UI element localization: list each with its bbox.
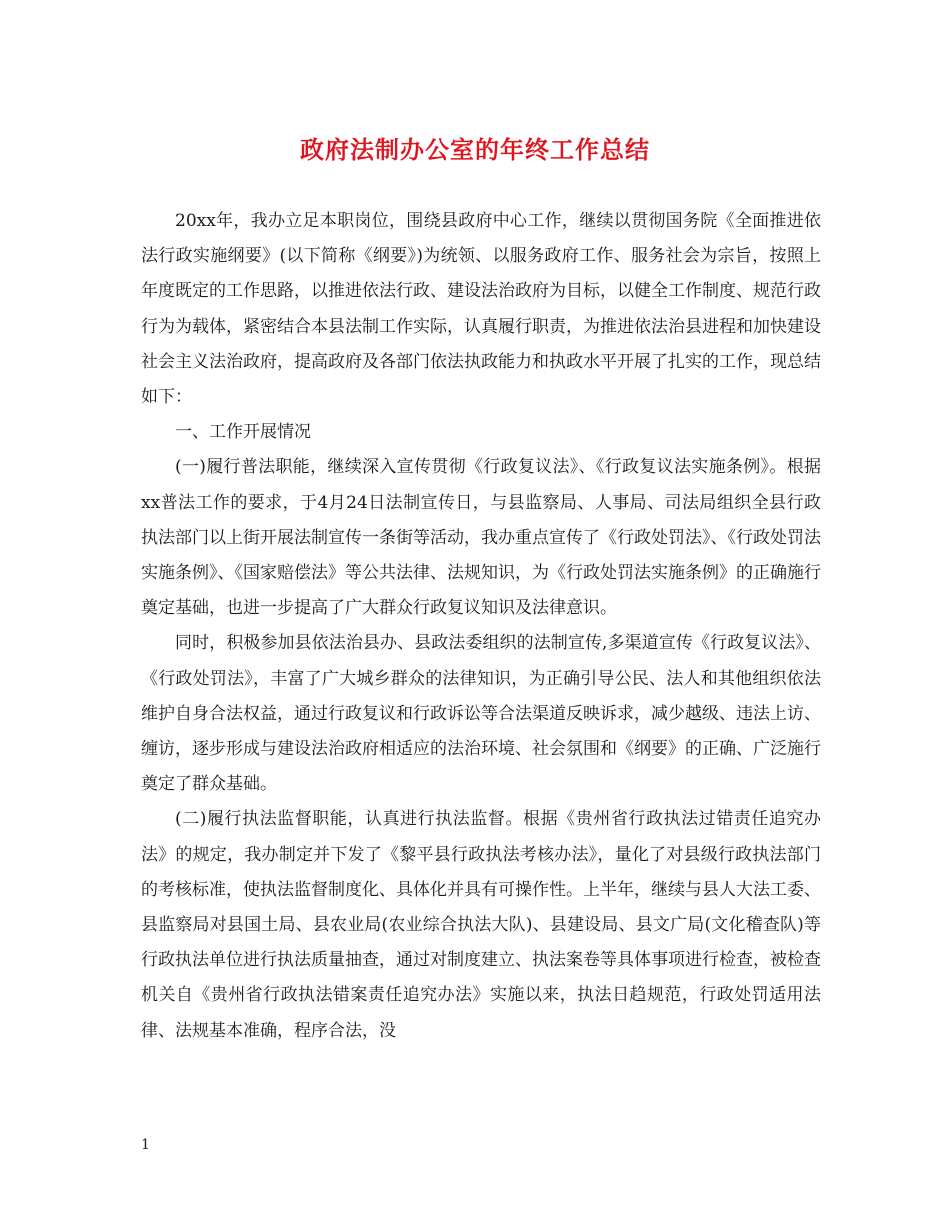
paragraph-intro: 20xx年，我办立足本职岗位，围绕县政府中心工作，继续以贯彻国务院《全面推进依法行政实施纲要》(以下简称《纲要》)为统领、以服务政府工作、服务社会为宗旨，按照上年度既定的工作思路，以推进依法行政、建设法治政府为目标，以健全工作制度、规范行政行为为载体，紧密结合本县法制工作实际，认真履行职责，为推进依法治县进程和加快建设社会主义法治政府，提高政府及各部门依法执政能力和执政水平开展了扎实的工作，现总结如下：: [141, 211, 821, 408]
paragraph-meanwhile: 同时，积极参加县依法治县办、县政法委组织的法制宣传,多渠道宣传《行政复议法》、《行政处罚法》，丰富了广大城乡群众的法律知识，为正确引导公民、法人和其他组织依法维护自身合法权益，通过行政复议和行政诉讼等合法渠道反映诉求，减少越级、违法上访、缠访，逐步形成与建设法治政府相适应的法治环境、社会氛围和《纲要》的正确、广泛施行奠定了群众基础。: [141, 633, 821, 795]
document-title: 政府法制办公室的年终工作总结: [300, 136, 650, 164]
section-heading-work-status: 一、工作开展情况: [175, 422, 311, 443]
page-number: 1: [141, 1137, 150, 1153]
document-body: [141, 204, 821, 1049]
paragraph-enforcement-supervision: (二)履行执法监督职能，认真进行执法监督。根据《贵州省行政执法过错责任追究办法》的规定，我办制定并下发了《黎平县行政执法考核办法》，量化了对县级行政执法部门的考核标准，使执法监督制度化、具体化并具有可操作性。上半年，继续与县人大法工委、县监察局对县国土局、县农业局(农业综合执法大队)、县建设局、县文广局(文化稽查队)等行政执法单位进行执法质量抽查，通过对制度建立、执法案卷等具体事项进行检查，被检查机关自《贵州省行政执法错案责任追究办法》实施以来，执法日趋规范，行政处罚适用法律、法规基本准确，程序合法，没: [141, 809, 821, 1041]
paragraph-legal-publicity: (一)履行普法职能，继续深入宣传贯彻《行政复议法》、《行政复议法实施条例》。根据 xx普法工作的要求，于4月24日法制宣传日，与县监察局、人事局、司法局组织全县行政执法部门以上街开展法制宣传一条街等活动，我办重点宣传了《行政处罚法》、《行政处罚法实施条例》、《国家赔偿法》等公共法律、法规知识，为《行政处罚法实施条例》的正确施行奠定基础，也进一步提高了广大群众行政复议知识及法律意识。: [141, 457, 821, 619]
